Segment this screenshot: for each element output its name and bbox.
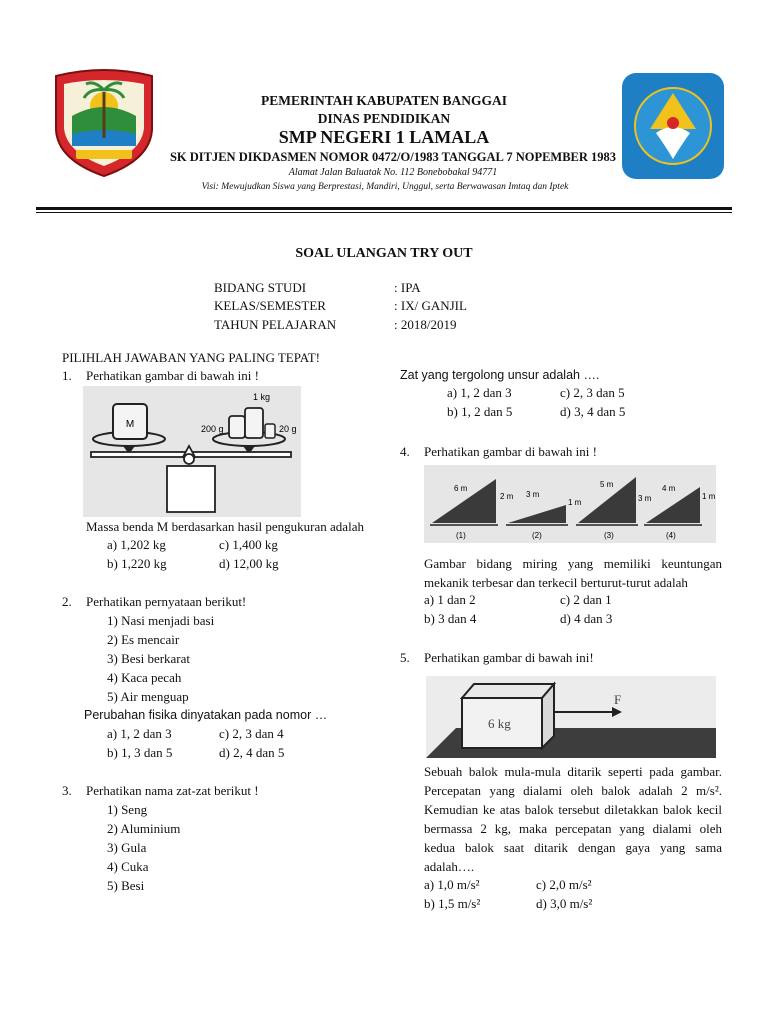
plane-4-number: (4) — [666, 531, 676, 540]
q5-option-c[interactable]: c) 2,0 m/s² — [536, 877, 592, 892]
q5-block-figure — [426, 676, 716, 758]
q2-option-d[interactable]: d) 2, 4 dan 5 — [219, 745, 285, 760]
q4-inclined-planes-figure — [424, 465, 716, 543]
field-value: : 2018/2019 — [394, 317, 457, 332]
q5-number: 5. — [400, 650, 410, 665]
field-value: : IPA — [394, 280, 421, 295]
q4-option-c[interactable]: c) 2 dan 1 — [560, 592, 612, 607]
q4-text: Perhatikan gambar di bawah ini ! — [424, 444, 597, 459]
q2-question: Perubahan fisika dinyatakan pada nomor … — [84, 708, 328, 722]
q1-question: Massa benda M berdasarkan hasil pengukuran adalah — [86, 519, 364, 534]
q3-item: 4) Cuka — [107, 859, 149, 874]
plane-3-height: 3 m — [638, 494, 652, 503]
q4-option-d[interactable]: d) 4 dan 3 — [560, 611, 613, 626]
q4-question: Gambar bidang miring yang memiliki keuntungan mekanik terbesar dan terkecil berturut-turut adalah — [424, 556, 722, 590]
decree-line: SK DITJEN DIKDASMEN NOMOR 0472/O/1983 TANGGAL 7 NOPEMBER 1983 — [169, 150, 617, 164]
plane-3-length: 5 m — [600, 480, 614, 489]
instruction: PILIHLAH JAWABAN YANG PALING TEPAT! — [62, 350, 321, 365]
weight-20g: 20 g — [279, 424, 297, 434]
q5-option-d[interactable]: d) 3,0 m/s² — [536, 896, 593, 911]
q2-item: 5) Air menguap — [107, 689, 189, 704]
q2-option-a[interactable]: a) 1, 2 dan 3 — [107, 726, 172, 741]
plane-1-height: 2 m — [500, 492, 514, 501]
q3-question: Zat yang tergolong unsur adalah …. — [400, 368, 600, 382]
plane-2-height: 1 m — [568, 498, 582, 507]
q5-text: Perhatikan gambar di bawah ini! — [424, 650, 594, 665]
q2-item: 2) Es mencair — [107, 632, 180, 647]
q5-question: Sebuah balok mula-mula ditarik seperti pada gambar. Percepatan yang dialami oleh balok adalah 2 m/s². Kemudian ke atas balok tersebut diletakkan balok kecil bermassa 2 kg, maka percepatan yang dialami oleh kedua balok saat ditarik dengan gaya yang sama adalah…. — [424, 764, 722, 874]
plane-4-length: 4 m — [662, 484, 676, 493]
q2-item: 4) Kaca pecah — [107, 670, 182, 685]
q3-item: 3) Gula — [107, 840, 147, 855]
q4-option-a[interactable]: a) 1 dan 2 — [424, 592, 476, 607]
q3-option-d[interactable]: d) 3, 4 dan 5 — [560, 404, 626, 419]
q2-number: 2. — [62, 594, 72, 609]
q5-option-b[interactable]: b) 1,5 m/s² — [424, 896, 481, 911]
header-divider-thick — [36, 207, 732, 210]
block-mass-label: 6 kg — [488, 716, 511, 731]
vision-line: Visi: Mewujudkan Siswa yang Berprestasi, Mandiri, Unggul, serta Berwawasan Imtaq dan Iptek — [201, 182, 569, 192]
plane-2-number: (2) — [532, 531, 542, 540]
q1-balance-figure — [83, 386, 301, 517]
field-label: KELAS/SEMESTER — [214, 298, 326, 313]
q3-option-b[interactable]: b) 1, 2 dan 5 — [447, 404, 513, 419]
q5-option-a[interactable]: a) 1,0 m/s² — [424, 877, 480, 892]
school-name: SMP NEGERI 1 LAMALA — [278, 127, 490, 147]
weight-1kg: 1 kg — [253, 392, 271, 402]
q2-text: Perhatikan pernyataan berikut! — [86, 594, 247, 609]
field-label: BIDANG STUDI — [214, 280, 307, 295]
q1-number: 1. — [62, 368, 72, 383]
header-divider-thin — [36, 212, 732, 213]
q3-item: 5) Besi — [107, 878, 145, 893]
address-line: Alamat Jalan Baluatak No. 112 Bonebobakal 94771 — [288, 167, 498, 178]
field-value: : IX/ GANJIL — [394, 298, 467, 313]
q2-item: 3) Besi berkarat — [107, 651, 191, 666]
header-line1: PEMERINTAH KABUPATEN BANGGAI — [260, 93, 507, 108]
plane-2-length: 3 m — [526, 490, 540, 499]
plane-1-number: (1) — [456, 531, 466, 540]
q1-option-b[interactable]: b) 1,220 kg — [107, 556, 167, 571]
q4-number: 4. — [400, 444, 410, 459]
q3-option-a[interactable]: a) 1, 2 dan 3 — [447, 385, 512, 400]
q1-option-d[interactable]: d) 12,00 kg — [219, 556, 279, 571]
q2-option-c[interactable]: c) 2, 3 dan 4 — [219, 726, 284, 741]
q1-option-a[interactable]: a) 1,202 kg — [107, 537, 166, 552]
q4-option-b[interactable]: b) 3 dan 4 — [424, 611, 477, 626]
q1-text: Perhatikan gambar di bawah ini ! — [86, 368, 259, 383]
q3-number: 3. — [62, 783, 72, 798]
q3-item: 1) Seng — [107, 802, 148, 817]
q3-option-c[interactable]: c) 2, 3 dan 5 — [560, 385, 625, 400]
header-line2: DINAS PENDIDIKAN — [317, 111, 451, 126]
exam-title: SOAL ULANGAN TRY OUT — [295, 246, 473, 261]
plane-4-height: 1 m — [702, 492, 716, 501]
q2-item: 1) Nasi menjadi basi — [107, 613, 215, 628]
q1-option-c[interactable]: c) 1,400 kg — [219, 537, 278, 552]
plane-1-length: 6 m — [454, 484, 468, 493]
field-label: TAHUN PELAJARAN — [214, 317, 337, 332]
q3-item: 2) Aluminium — [107, 821, 181, 836]
force-label: F — [614, 692, 622, 707]
q2-option-b[interactable]: b) 1, 3 dan 5 — [107, 745, 173, 760]
mass-label-m: M — [125, 419, 135, 430]
q3-text: Perhatikan nama zat-zat berikut ! — [86, 783, 259, 798]
plane-3-number: (3) — [604, 531, 614, 540]
weight-200g: 200 g — [201, 424, 224, 434]
